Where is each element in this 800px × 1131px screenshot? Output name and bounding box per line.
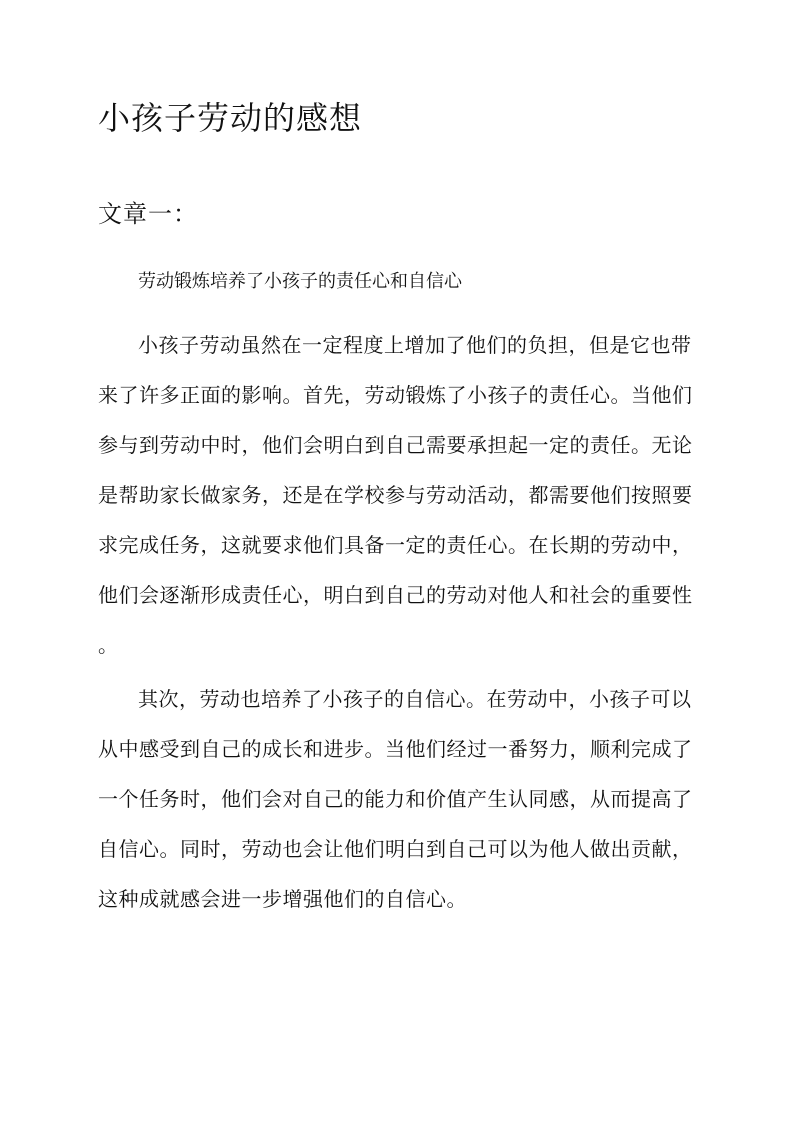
paragraph-line: 小孩子劳动虽然在一定程度上增加了他们的负担，但是它也带 bbox=[138, 333, 692, 357]
paragraph-line: 这种成就感会进一步增强他们的自信心。 bbox=[98, 887, 467, 911]
paragraph-line: 从中感受到自己的成长和进步。当他们经过一番努力，顺利完成了 bbox=[98, 737, 693, 761]
paragraph-line: 求完成任务，这就要求他们具备一定的责任心。在长期的劳动中， bbox=[98, 533, 693, 557]
paragraph-line: 其次，劳动也培养了小孩子的自信心。在劳动中，小孩子可以 bbox=[138, 687, 692, 711]
document-title: 小孩子劳动的感想 bbox=[98, 99, 363, 137]
paragraph-line: 自信心。同时，劳动也会让他们明白到自己可以为他人做出贡献， bbox=[98, 837, 693, 861]
article-subtitle: 劳动锻炼培养了小孩子的责任心和自信心 bbox=[138, 271, 462, 292]
paragraph-line: 是帮助家长做家务，还是在学校参与劳动活动，都需要他们按照要 bbox=[98, 483, 693, 507]
paragraph-line: 来了许多正面的影响。首先，劳动锻炼了小孩子的责任心。当他们 bbox=[98, 383, 693, 407]
paragraph-line: 他们会逐渐形成责任心，明白到自己的劳动对他人和社会的重要性 bbox=[98, 583, 693, 607]
paragraph-line: 。 bbox=[98, 633, 119, 657]
paragraph-line: 一个任务时，他们会对自己的能力和价值产生认同感，从而提高了 bbox=[98, 787, 693, 811]
paragraph-line: 参与到劳动中时，他们会明白到自己需要承担起一定的责任。无论 bbox=[98, 433, 693, 457]
paragraph-1 bbox=[98, 320, 698, 670]
section-heading: 文章一： bbox=[98, 200, 198, 228]
paragraph-2 bbox=[98, 674, 698, 924]
